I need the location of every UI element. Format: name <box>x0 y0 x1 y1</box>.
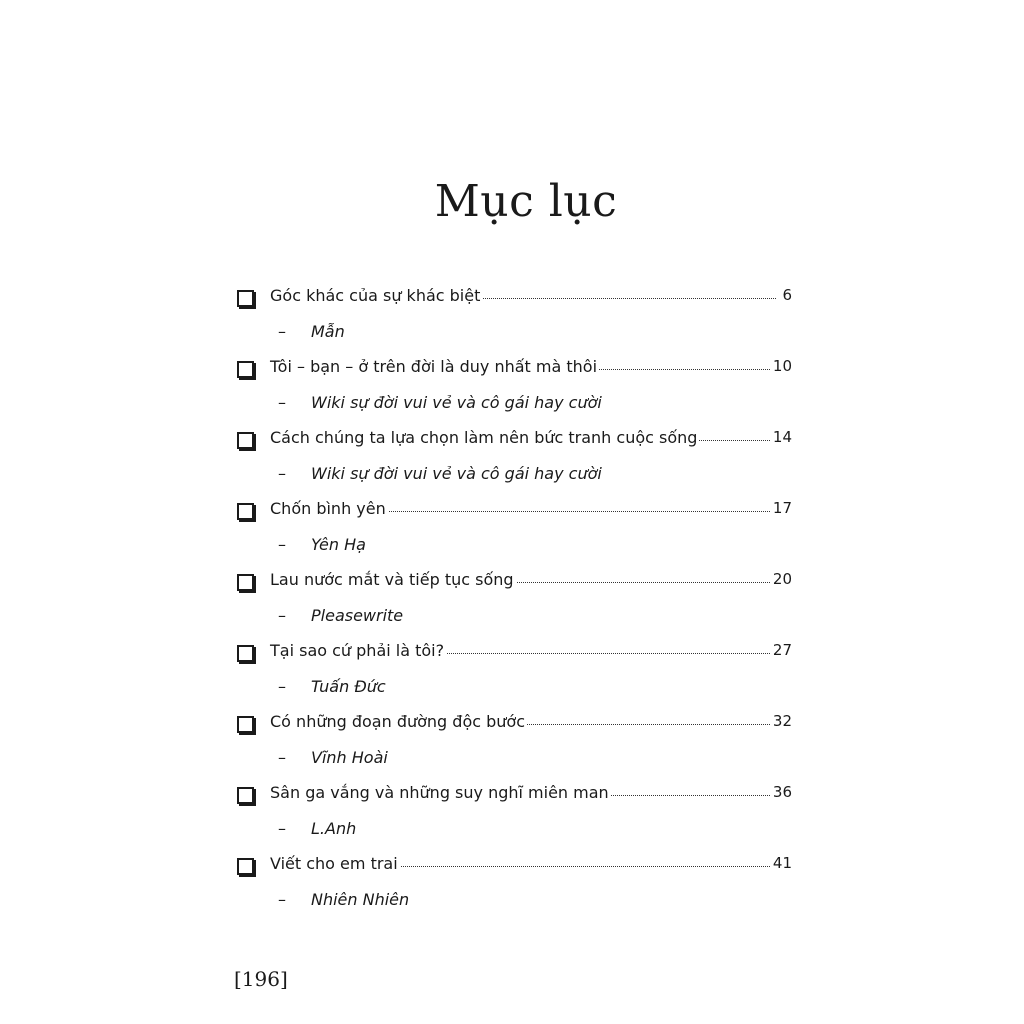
toc-page-number: 6 <box>779 281 792 309</box>
author-dash: – <box>278 819 286 838</box>
toc-entry-line <box>236 493 796 523</box>
toc-entry-title: Có những đoạn đường độc bước <box>270 708 527 736</box>
checkbox-icon <box>237 716 254 733</box>
toc-entry-title: Chốn bình yên <box>270 495 388 523</box>
checkbox-icon <box>237 787 254 804</box>
toc-entry <box>236 564 796 635</box>
toc-author-line <box>236 318 796 346</box>
toc-entry-title: Cách chúng ta lựa chọn làm nên bức tranh cuộc sống <box>270 424 699 452</box>
checkbox-icon <box>237 432 254 449</box>
toc-entry-title: Tại sao cứ phải là tôi? <box>270 637 446 665</box>
toc-author-line <box>236 673 796 701</box>
toc-author: Mẫn <box>311 322 345 341</box>
toc-entry-title: Tôi – bạn – ở trên đời là duy nhất mà thôi <box>270 353 599 381</box>
author-dash: – <box>278 393 286 412</box>
toc-page-number: 17 <box>770 494 792 522</box>
toc-page-number: 41 <box>770 849 792 877</box>
toc-author-line <box>236 744 796 772</box>
checkbox-icon <box>237 361 254 378</box>
toc-entry-line <box>236 635 796 665</box>
toc-entry-title: Viết cho em trai <box>270 850 400 878</box>
toc-entry-line <box>236 351 796 381</box>
toc-entry <box>236 848 796 919</box>
toc-entry <box>236 635 796 706</box>
checkbox-icon <box>237 574 254 591</box>
toc-page-number: 32 <box>770 707 792 735</box>
author-dash: – <box>278 464 286 483</box>
author-dash: – <box>278 890 286 909</box>
toc-entry-line <box>236 848 796 878</box>
toc-entry <box>236 351 796 422</box>
toc-author-line <box>236 602 796 630</box>
table-of-contents <box>236 280 796 919</box>
toc-author: Yên Hạ <box>311 535 366 554</box>
toc-author: Pleasewrite <box>311 606 404 625</box>
toc-author: Nhiên Nhiên <box>311 890 410 909</box>
toc-entry <box>236 422 796 493</box>
toc-author: Tuấn Đức <box>311 677 386 696</box>
toc-entry-line <box>236 777 796 807</box>
toc-entry-line <box>236 564 796 594</box>
author-dash: – <box>278 535 286 554</box>
checkbox-icon <box>237 290 254 307</box>
author-dash: – <box>278 606 286 625</box>
checkbox-icon <box>237 858 254 875</box>
toc-author: Vĩnh Hoài <box>311 748 388 767</box>
toc-page-number: 10 <box>770 352 792 380</box>
toc-entry <box>236 777 796 848</box>
toc-entry <box>236 280 796 351</box>
toc-entry-title: Sân ga vắng và những suy nghĩ miên man <box>270 779 611 807</box>
toc-author-line <box>236 531 796 559</box>
toc-author-line <box>236 886 796 914</box>
toc-author-line <box>236 815 796 843</box>
toc-entry-title: Góc khác của sự khác biệt <box>270 282 482 310</box>
toc-entry-title: Lau nước mắt và tiếp tục sống <box>270 566 516 594</box>
toc-author: L.Anh <box>311 819 357 838</box>
page-folio: [196] <box>234 967 288 991</box>
toc-entry-line <box>236 422 796 452</box>
toc-page-number: 27 <box>770 636 792 664</box>
toc-author: Wiki sự đời vui vẻ và cô gái hay cười <box>311 393 602 412</box>
toc-entry-line <box>236 706 796 736</box>
author-dash: – <box>278 677 286 696</box>
author-dash: – <box>278 748 286 767</box>
toc-page-number: 14 <box>770 423 792 451</box>
page-title: Mục lục <box>434 176 618 227</box>
toc-page-number: 36 <box>770 778 792 806</box>
author-dash: – <box>278 322 286 341</box>
checkbox-icon <box>237 503 254 520</box>
toc-entry <box>236 493 796 564</box>
toc-author-line <box>236 389 796 417</box>
toc-author-line <box>236 460 796 488</box>
toc-page-number: 20 <box>770 565 792 593</box>
toc-author: Wiki sự đời vui vẻ và cô gái hay cười <box>311 464 602 483</box>
toc-entry-line <box>236 280 796 310</box>
checkbox-icon <box>237 645 254 662</box>
toc-entry <box>236 706 796 777</box>
